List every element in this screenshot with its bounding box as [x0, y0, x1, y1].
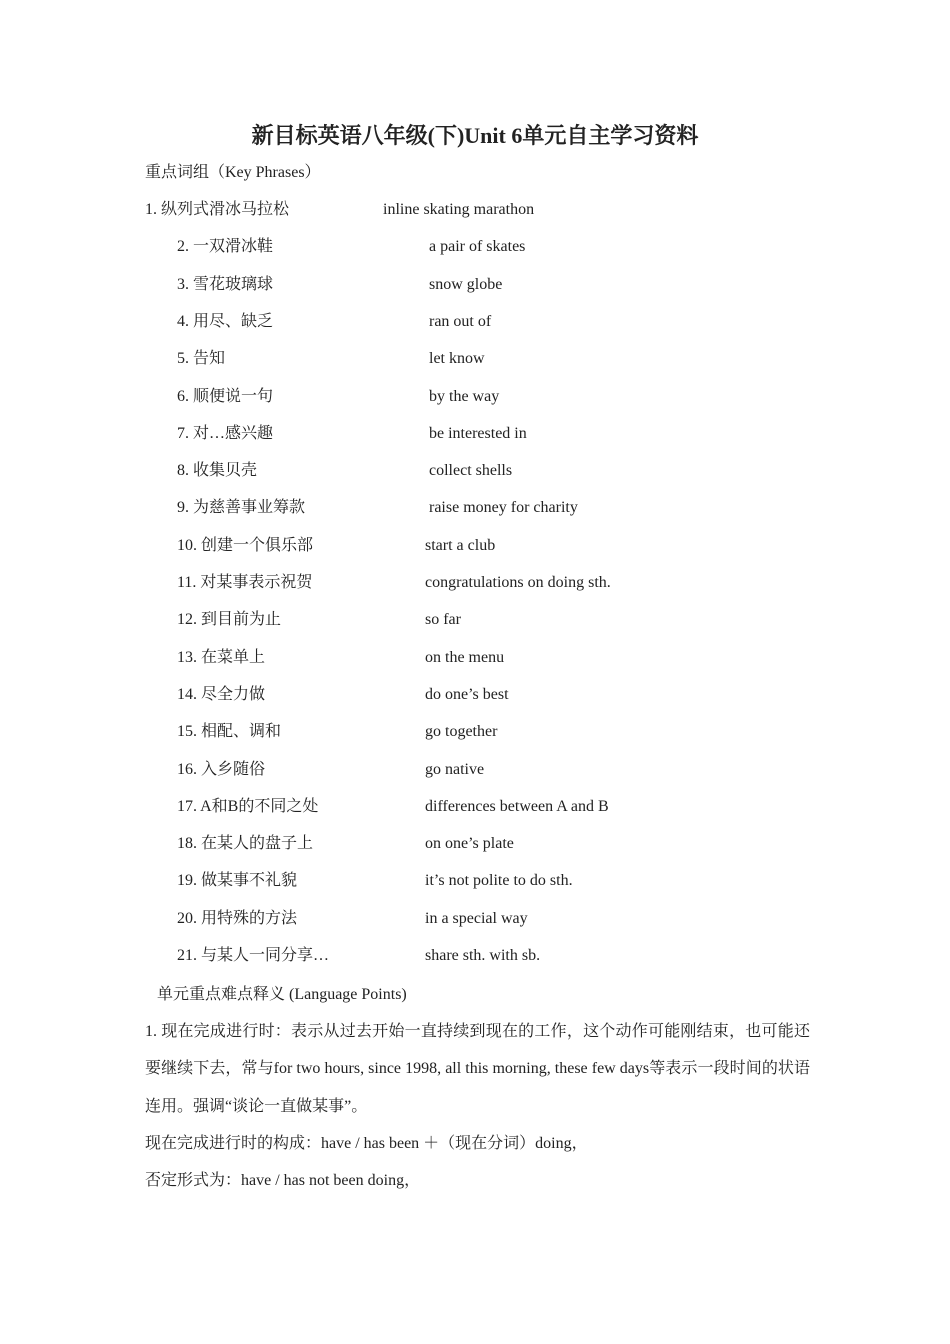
phrase-chinese: 9. 为慈善事业筹款	[177, 499, 306, 517]
phrase-english: it’s not polite to do sth.	[425, 872, 573, 890]
phrase-row	[0, 423, 950, 445]
phrase-row	[0, 460, 950, 482]
phrase-chinese: 3. 雪花玻璃球	[177, 275, 274, 293]
phrase-english: collect shells	[429, 462, 513, 480]
phrase-english: let know	[429, 350, 485, 368]
phrase-chinese: 5. 告知	[177, 350, 226, 368]
phrase-chinese: 11. 对某事表示祝贺	[177, 574, 313, 591]
phrase-row	[0, 647, 950, 669]
phrase-row	[0, 572, 950, 594]
language-points-heading: 单元重点难点释义 (Language Points)	[157, 986, 407, 1003]
phrase-english: start a club	[425, 536, 496, 554]
phrase-english: in a special way	[425, 909, 528, 927]
structure-note: 现在完成进行时的构成：have / has been ＋（现在分词）doing，	[145, 1135, 588, 1152]
phrase-row	[0, 908, 950, 930]
phrase-row	[0, 833, 950, 855]
phrase-chinese: 17. A和B的不同之处	[177, 797, 319, 815]
phrase-row	[0, 311, 950, 333]
phrase-english: go together	[425, 723, 498, 741]
phrase-chinese: 13. 在菜单上	[177, 648, 266, 666]
phrase-english: by the way	[429, 387, 500, 405]
phrase-chinese: 21. 与某人一同分享…	[177, 947, 330, 964]
document-title: 新目标英语八年级(下)Unit 6单元自主学习资料	[251, 123, 699, 148]
key-phrases-heading: 重点词组（Key Phrases）	[145, 164, 321, 181]
phrase-row	[0, 386, 950, 408]
phrase-chinese: 19. 做某事不礼貌	[177, 872, 298, 890]
phrase-english: snow globe	[429, 275, 503, 293]
phrase-english: raise money for charity	[429, 499, 578, 517]
phrase-english: a pair of skates	[429, 238, 526, 256]
phrase-english: on the menu	[425, 648, 505, 666]
phrase-english: do one’s best	[425, 685, 509, 703]
phrase-row	[0, 236, 950, 258]
phrase-english: congratulations on doing sth.	[425, 574, 611, 591]
phrase-chinese: 8. 收集贝壳	[177, 462, 258, 480]
phrase-row	[0, 274, 950, 296]
phrase-row	[0, 945, 950, 967]
phrase-chinese: 18. 在某人的盘子上	[177, 835, 314, 853]
phrase-english: ran out of	[429, 312, 492, 330]
phrase-row	[0, 199, 950, 221]
phrase-english: so far	[425, 611, 461, 629]
phrase-row	[0, 684, 950, 706]
phrase-chinese: 15. 相配、调和	[177, 723, 282, 741]
phrase-row	[0, 535, 950, 557]
language-point-1: 1. 现在完成进行时：表示从过去开始一直持续到现在的工作，这个动作可能刚结束，也可能还要继续下去，常与for two hours, since 1998, all this morning, these few days等表示一段时间的状语连用。强调“谈论一直做某事”。	[145, 1023, 810, 1115]
phrase-english: on one’s plate	[425, 835, 514, 853]
phrase-row	[0, 759, 950, 781]
negative-form-note: 否定形式为：have / has not been doing，	[145, 1172, 421, 1189]
phrase-row	[0, 870, 950, 892]
phrase-row	[0, 609, 950, 631]
phrase-chinese: 6. 顺便说一句	[177, 387, 274, 405]
phrase-row	[0, 497, 950, 519]
phrase-chinese: 14. 尽全力做	[177, 685, 266, 703]
phrase-english: inline skating marathon	[383, 201, 535, 218]
phrase-english: share sth. with sb.	[425, 947, 541, 964]
phrase-chinese: 4. 用尽、缺乏	[177, 312, 274, 330]
phrase-chinese: 2. 一双滑冰鞋	[177, 238, 274, 256]
phrase-row	[0, 721, 950, 743]
phrase-chinese: 7. 对…感兴趣	[177, 424, 274, 442]
phrase-row	[0, 348, 950, 370]
phrase-english: be interested in	[429, 424, 527, 442]
phrase-chinese: 1. 纵列式滑冰马拉松	[145, 201, 290, 218]
phrase-english: go native	[425, 760, 485, 778]
phrase-chinese: 10. 创建一个俱乐部	[177, 536, 314, 554]
phrase-chinese: 12. 到目前为止	[177, 611, 282, 629]
phrase-english: differences between A and B	[425, 797, 609, 815]
phrase-chinese: 20. 用特殊的方法	[177, 909, 298, 927]
phrase-row	[0, 796, 950, 818]
phrase-chinese: 16. 入乡随俗	[177, 760, 266, 778]
